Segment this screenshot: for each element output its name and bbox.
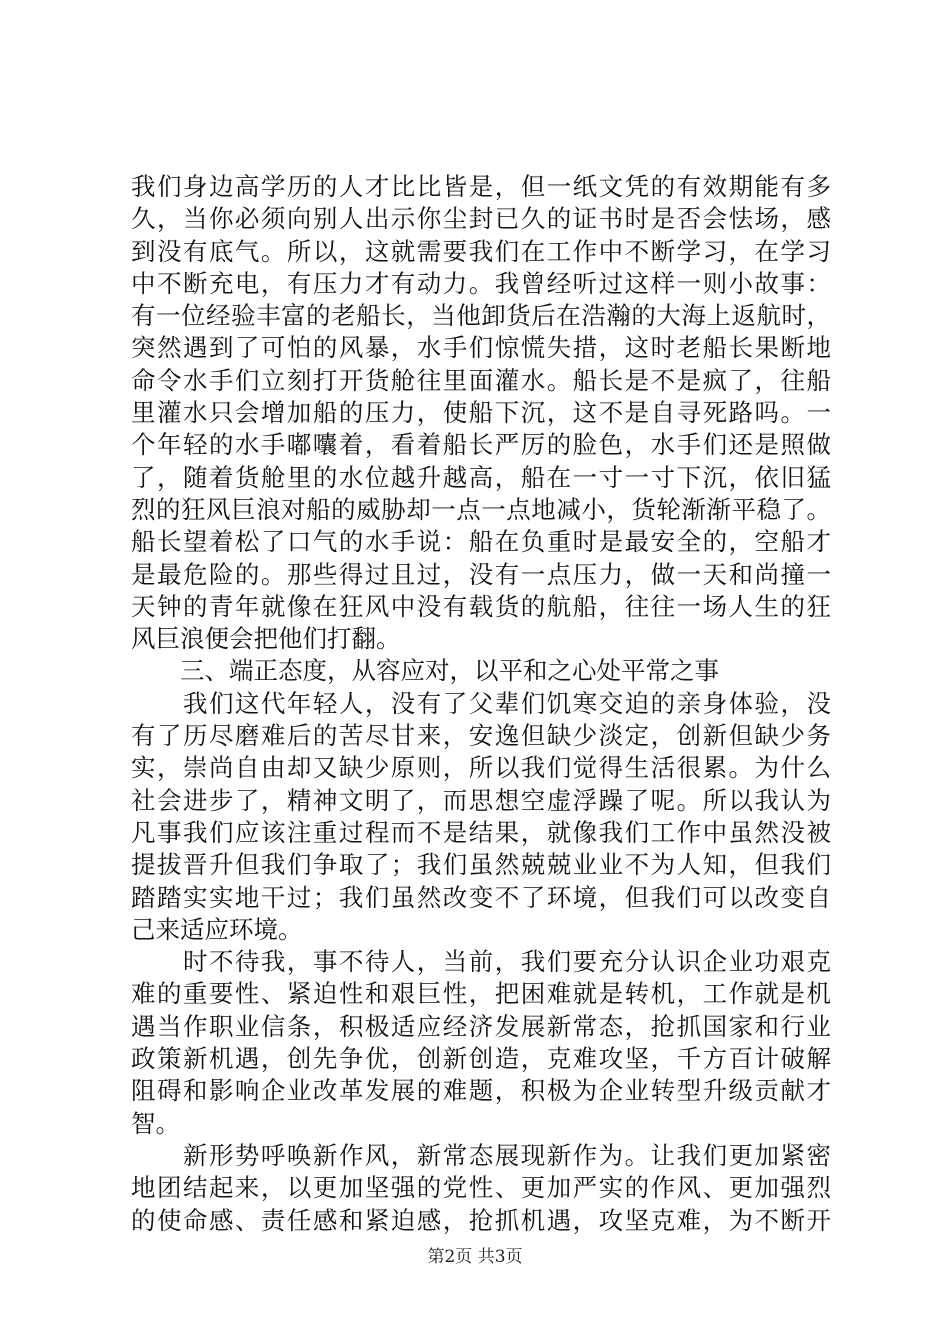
page-footer: 第2页 共3页 [427,1247,523,1267]
text-line: 遇当作职业信条，积极适应经济发展新常态，抢抓国家和行业 [131,1011,831,1041]
text-line: 我们这代年轻人，没有了父辈们饥寒交迫的亲身体验，没 [131,688,831,718]
text-line: 我们身边高学历的人才比比皆是，但一纸文凭的有效期能有多 [131,172,831,201]
text-line: 到没有底气。所以，这就需要我们在工作中不断学习，在学习 [131,236,831,266]
text-line: 风巨浪便会把他们打翻。 [131,624,401,654]
text-line: 是最危险的。那些得过且过，没有一点压力，做一天和尚撞一 [131,559,831,589]
text-line: 政策新机遇，创先争优，创新创造，克难攻坚，千方百计破解 [131,1044,831,1074]
text-line: 了，随着货舱里的水位越升越高，船在一寸一寸下沉，依旧猛 [131,462,831,492]
text-line: 智。 [131,1108,180,1138]
text-line: 烈的狂风巨浪对船的威胁却一点一点地减小，货轮渐渐平稳了。 [131,494,831,524]
text-line: 难的重要性、紧迫性和艰巨性，把困难就是转机，工作就是机 [131,979,831,1009]
text-line: 久，当你必须向别人出示你尘封已久的证书时是否会怯场，感 [131,204,831,234]
text-line: 里灌水只会增加船的压力，使船下沉，这不是自寻死路吗。一 [131,398,831,428]
text-line: 有了历尽磨难后的苦尽甘来，安逸但缺少淡定，创新但缺少务 [131,721,831,751]
text-line: 地团结起来，以更加坚强的党性、更加严实的作风、更加强烈 [131,1173,831,1203]
text-line: 天钟的青年就像在狂风中没有载货的航船，往往一场人生的狂 [131,591,831,621]
text-line: 中不断充电，有压力才有动力。我曾经听过这样一则小故事： [131,268,831,298]
text-line: 踏踏实实地干过；我们虽然改变不了环境，但我们可以改变自 [131,882,831,912]
text-line: 己来适应环境。 [131,914,303,944]
text-line: 命令水手们立刻打开货舱往里面灌水。船长是不是疯了，往船 [131,365,831,395]
text-line: 时不待我，事不待人，当前，我们要充分认识企业功艰克 [131,947,831,977]
text-line: 凡事我们应该注重过程而不是结果，就像我们工作中虽然没被 [131,817,831,847]
text-line: 阻碍和影响企业改革发展的难题，积极为企业转型升级贡献才 [131,1076,831,1106]
text-line: 提拔晋升但我们争取了；我们虽然兢兢业业不为人知，但我们 [131,850,831,880]
text-line: 突然遇到了可怕的风暴，水手们惊慌失措，这时老船长果断地 [131,333,831,363]
text-line: 三、端正态度，从容应对，以平和之心处平常之事 [131,656,719,686]
text-line: 有一位经验丰富的老船长，当他卸货后在浩瀚的大海上返航时， [131,301,831,331]
text-line: 船长望着松了口气的水手说：船在负重时是最安全的，空船才 [131,527,831,557]
text-line: 社会进步了，精神文明了，而思想空虚浮躁了呢。所以我认为 [131,785,831,815]
text-line: 的使命感、责任感和紧迫感，抢抓机遇，攻坚克难，为不断开 [131,1205,831,1235]
text-line: 新形势呼唤新作风，新常态展现新作为。让我们更加紧密 [131,1140,831,1170]
text-line: 个年轻的水手嘟囔着，看着船长严厉的脸色，水手们还是照做 [131,430,831,460]
document-body [131,171,831,1237]
text-line: 实，崇尚自由却又缺少原则，所以我们觉得生活很累。为什么 [131,753,831,783]
